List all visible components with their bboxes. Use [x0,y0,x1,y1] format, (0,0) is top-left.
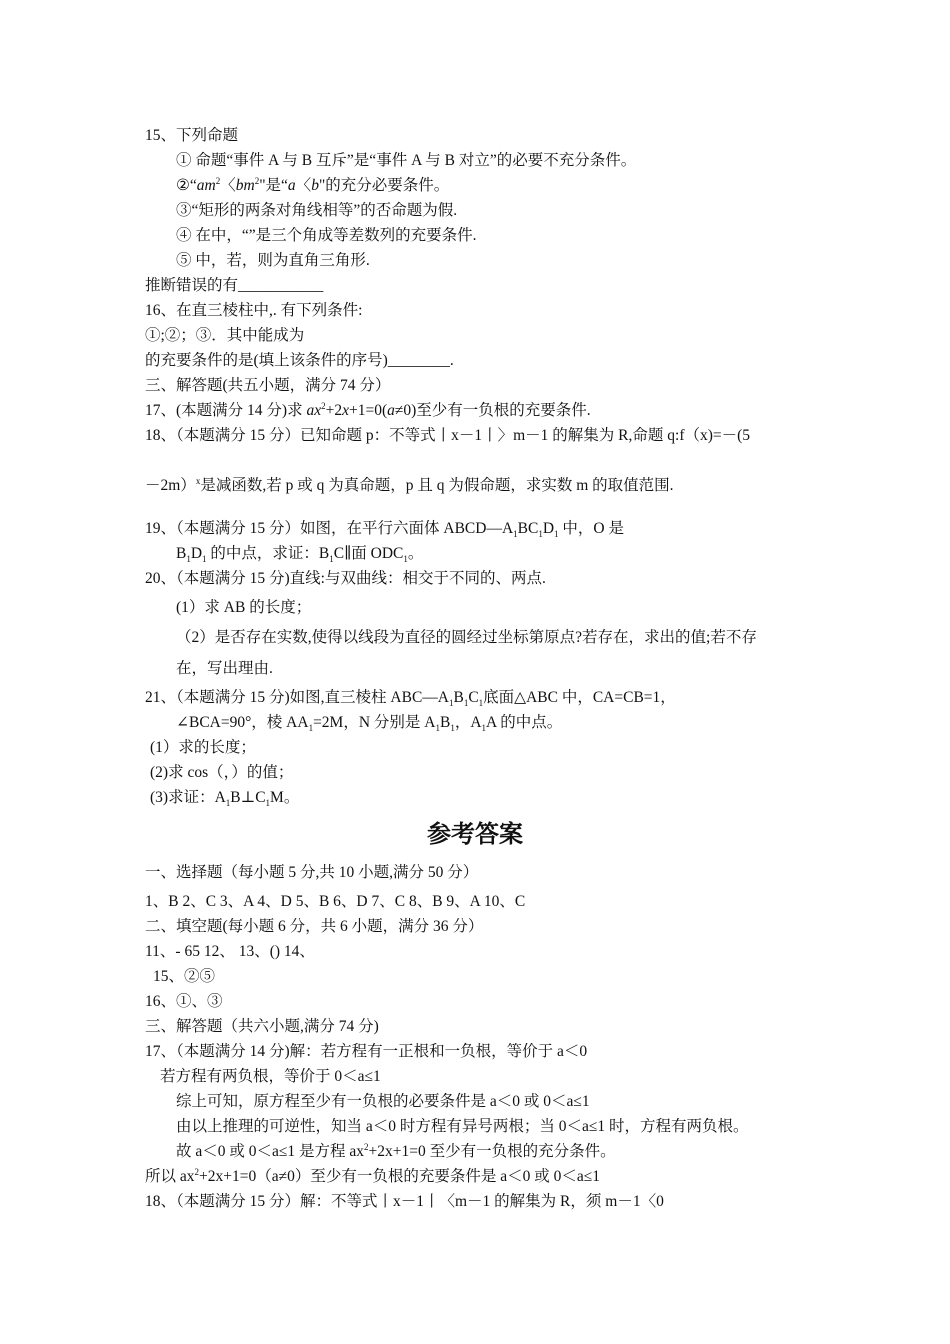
q19-line-2: $B_1D_1$ 的中点，求证：$B_1C\parallel$面 $ODC_1$。 [176,545,424,565]
q17-text: 17、(本题满分 14 分)求 $ax^2+2x+1=0(a\ne 0)$至少有一负根的充要条件. [145,400,591,419]
q20-part-2-cont: 在，写出理由. [176,660,273,677]
q15-heading: 15、下列命题 [145,127,239,144]
q21-part-1: (1）求的长度； [150,739,256,756]
q15-answer-line: 推断错误的有___________ [145,277,324,294]
answer-17-line-3: 综上可知，原方程至少有一负根的必要条件是 a＜0 或 0＜a≤1 [176,1093,590,1110]
answers-section-2: 二、填空题(每小题 6 分，共 6 小题，满分 36 分） [145,918,484,935]
q18-line-1: 18、（本题满分 15 分）已知命题 p：不等式丨x－1丨〉m－1 的解集为 R,命题 q:f（x)=－(5 [145,427,751,444]
q15-item-5: ⑤ 中，若，则为直角三角形. [176,252,370,269]
q18-line-2: －2m）$^x$是减函数,若 p 或 q 为真命题，p 且 q 为假命题，求实数 m 的取值范围. [145,475,674,494]
answer-17-line-5: 故 a＜0 或 0＜a≤1 是方程 $ax^2+2x+1=0$ 至少有一负根的充分条件。 [176,1141,616,1160]
answers-fill-15: 15、②⑤ [153,968,216,985]
q19-line-1: 19、（本题满分 15 分）如图，在平行六面体 $ABCD—A_1BC_1D_1$ 中，O 是 [145,520,624,540]
q20-part-1: (1）求 AB 的长度； [176,599,312,616]
answers-section-1: 一、选择题（每小题 5 分,共 10 小题,满分 50 分） [145,864,479,881]
answer-18-line-1: 18、（本题满分 15 分）解：不等式丨x－1丨〈m－1 的解集为 R，须 m－1〈0 [145,1193,664,1210]
answer-17-line-6: 所以 $ax^2+2x+1=0(a\ne 0)$至少有一负根的充要条件是 a＜0 或 0＜a≤1 [145,1166,601,1185]
q20-line-1: 20、（本题满分 15 分)直线:与双曲线：相交于不同的、两点. [145,570,546,587]
q16-conditions: ①;②；③．其中能成为 [145,327,305,344]
q21-part-3: (3)求证：$A_1B\perp C_1M$。 [150,789,300,809]
answers-choices: 1、B 2、C 3、A 4、D 5、B 6、D 7、C 8、B 9、A 10、C [145,893,526,910]
q15-item-2: $②“am^2$〈$bm^2$"是“a〈b"的充分必要条件。 [176,175,450,194]
answer-17-line-4: 由以上推理的可逆性，知当 a＜0 时方程有异号两根；当 0＜a≤1 时，方程有两负根。 [176,1118,749,1135]
answer-17-line-1: 17、（本题满分 14 分)解：若方程有一正根和一负根，等价于 a＜0 [145,1043,588,1060]
q16-answer-line: 的充要条件的是(填上该条件的序号)________. [145,352,454,369]
answers-section-3: 三、解答题（共六小题,满分 74 分) [145,1018,379,1035]
q21-line-2: ∠BCA=90°，棱 $AA_1=2M$，N 分别是 $A_1B_1$，$A_1A$ 的中点。 [176,714,563,734]
section-3-heading: 三、解答题(共五小题，满分 74 分） [145,377,391,394]
q15-item-1: ① 命题“事件 A 与 B 互斥”是“事件 A 与 B 对立”的必要不充分条件。 [176,152,637,169]
q21-part-2: (2)求 cos（，）的值； [150,764,294,781]
q15-item-4: ④ 在中，“”是三个角成等差数列的充要条件. [176,227,477,244]
q21-line-1: 21、（本题满分 15 分)如图,直三棱柱 $ABC—A_1B_1C_1$底面△ABC 中，CA=CB=1， [145,689,676,709]
answers-fill-16: 16、①、③ [145,993,223,1010]
answers-title: 参考答案 [427,820,523,848]
q15-item-3: ③“矩形的两条对角线相等”的否命题为假. [176,202,458,219]
answers-fill-11-14: 11、- 65 12、 13、() 14、 [145,943,315,960]
q20-part-2: （2）是否存在实数,使得以线段为直径的圆经过坐标第原点?若存在，求出的值;若不存 [176,629,757,646]
answer-17-line-2: 若方程有两负根，等价于 0＜a≤1 [160,1068,381,1085]
q16-heading: 16、在直三棱柱中,. 有下列条件: [145,302,363,319]
